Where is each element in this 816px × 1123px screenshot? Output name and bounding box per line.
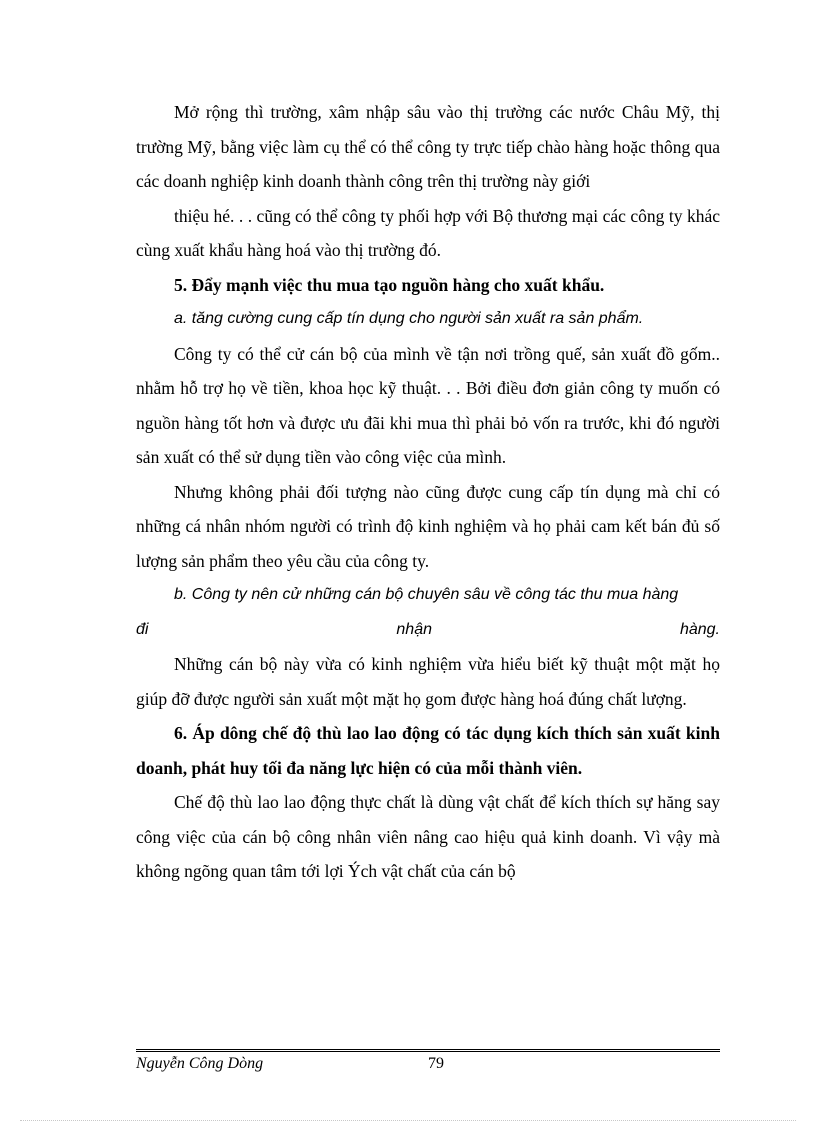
paragraph-purchasing-staff: Những cán bộ này vừa có kinh nghiệm vừa hiểu biết kỹ thuật một mặt họ giúp đỡ được người sản xuất một mặt họ gom được hàng hoá đúng chất lượng. (136, 654, 720, 709)
footer-divider (136, 1049, 720, 1052)
subsection-b-continued: đi nhận hàng. (136, 620, 720, 638)
page-edge-divider (20, 1120, 796, 1121)
section-heading-6: 6. Áp dông chế độ thù lao lao động có tác dụng kích thích sản xuất kinh doanh, phát huy tối đa năng lực hiện có của mỗi thành viên. (136, 723, 720, 778)
page-footer (136, 1049, 720, 1072)
page-body (136, 95, 720, 889)
subsection-b: b. Công ty nên cử những cán bộ chuyên sâu về công tác thu mua hàng (174, 586, 679, 603)
paragraph-ministry-cooperation: thiệu hé. . . cũng có thể công ty phối hợp với Bộ thương mại các công ty khác cùng xuất khẩu hàng hoá vào thị trường đó. (136, 205, 720, 260)
page-number: 79 (428, 1055, 444, 1072)
section-heading-5: 5. Đẩy mạnh việc thu mua tạo nguồn hàng cho xuất khẩu. (174, 274, 605, 295)
subsection-a: a. tăng cường cung cấp tín dụng cho người sản xuất ra sản phẩm. (174, 310, 644, 327)
footer-author: Nguyễn Công Dòng (136, 1055, 264, 1072)
paragraph-staff-support: Công ty có thể cử cán bộ của mình về tận nơi trồng quế, sản xuất đồ gốm.. nhằm hỗ trợ họ về tiền, khoa học kỹ thuật. . . Bởi điều đơn giản công ty muốn có nguồn hàng tốt hơn và được ưu đãi khi mua thì phải bỏ vốn ra trước, khi đó người sản xuất có thể sử dụng tiền vào công việc của mình. (136, 343, 720, 467)
paragraph-credit-conditions: Nhưng không phải đối tượng nào cũng được cung cấp tín dụng mà chỉ có những cá nhân nhóm người có trình độ kinh nghiệm và họ phải cam kết bán đủ số lượng sản phẩm theo yêu cầu của công ty. (136, 481, 720, 571)
paragraph-remuneration: Chế độ thù lao lao động thực chất là dùng vật chất để kích thích sự hăng say công việc của cán bộ công nhân viên nâng cao hiệu quả kinh doanh. Vì vậy mà không ngõng quan tâm tới lợi Ých vật chất của cán bộ (136, 792, 720, 881)
paragraph-market-expansion: Mở rộng thì trường, xâm nhập sâu vào thị trường các nước Châu Mỹ, thị trường Mỹ, bằng việc làm cụ thể có thể công ty trực tiếp chào hàng hoặc thông qua các doanh nghiệp kinh doanh thành công trên thị trường này giới (136, 102, 720, 191)
